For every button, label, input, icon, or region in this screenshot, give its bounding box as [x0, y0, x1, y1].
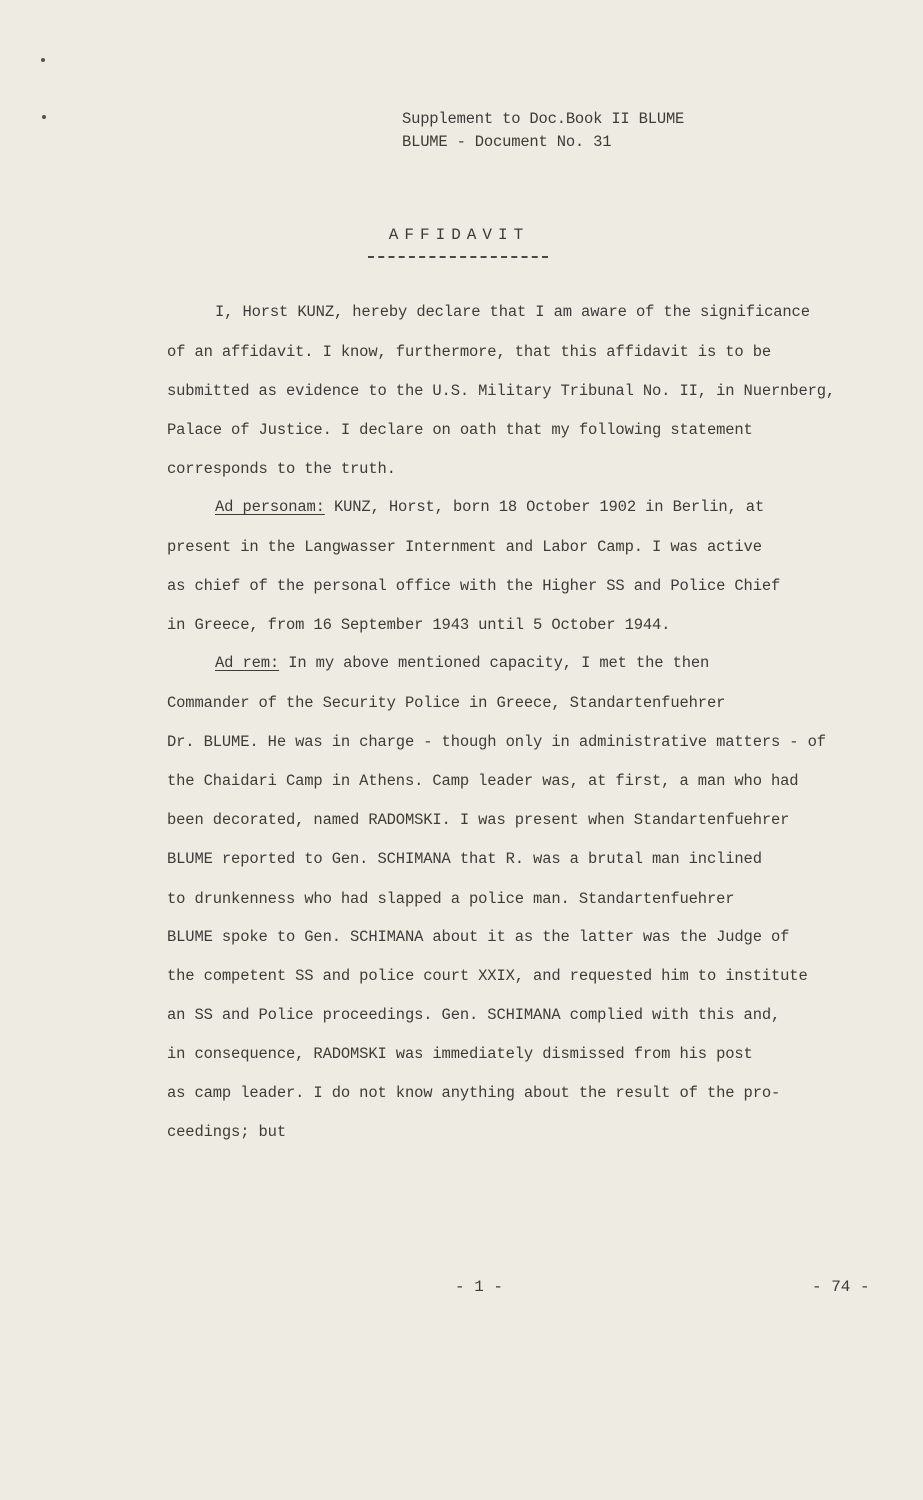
- rem-line-4: the Chaidari Camp in Athens. Camp leader was, at first, a man who had: [167, 772, 799, 790]
- rem-line-6: BLUME reported to Gen. SCHIMANA that R. was a brutal man inclined: [167, 850, 762, 868]
- rem-text-1: In my above mentioned capacity, I met the then: [279, 654, 710, 672]
- personam-text-1: KUNZ, Horst, born 18 October 1902 in Berlin, at: [324, 498, 765, 516]
- title-underline: [368, 256, 548, 258]
- document-header: [402, 108, 684, 154]
- rem-line-1: [215, 652, 709, 674]
- rem-line-5: been decorated, named RADOMSKI. I was present when Standartenfuehrer: [167, 811, 790, 829]
- page-number-right: - 74 -: [812, 1278, 870, 1296]
- page-number-center: - 1 -: [455, 1278, 504, 1296]
- rem-line-11: in consequence, RADOMSKI was immediately dismissed from his post: [167, 1045, 753, 1063]
- rem-line-13: ceedings; but: [167, 1123, 286, 1141]
- personam-line-2: present in the Langwasser Internment and Labor Camp. I was active: [167, 538, 762, 556]
- header-document-number: BLUME - Document No. 31: [402, 133, 612, 151]
- rem-line-8: BLUME spoke to Gen. SCHIMANA about it as the latter was the Judge of: [167, 928, 790, 946]
- rem-line-2: Commander of the Security Police in Greece, Standartenfuehrer: [167, 694, 726, 712]
- intro-line-3: submitted as evidence to the U.S. Military Tribunal No. II, in Nuernberg,: [167, 382, 836, 400]
- personam-label: Ad personam:: [215, 498, 325, 516]
- intro-line-1: I, Horst KUNZ, hereby declare that I am aware of the significance: [215, 303, 810, 321]
- rem-line-9: the competent SS and police court XXIX, and requested him to institute: [167, 967, 808, 985]
- rem-label: Ad rem:: [215, 654, 280, 672]
- personam-line-4: in Greece, from 16 September 1943 until 5 October 1944.: [167, 616, 671, 634]
- personam-line-3: as chief of the personal office with the Higher SS and Police Chief: [167, 577, 781, 595]
- personam-line-1: [215, 496, 764, 518]
- paper-speck: [42, 115, 46, 119]
- header-supplement-line: Supplement to Doc.Book II BLUME: [402, 110, 685, 128]
- rem-line-3: Dr. BLUME. He was in charge - though only in administrative matters - of: [167, 733, 826, 751]
- intro-line-5: corresponds to the truth.: [167, 460, 396, 478]
- rem-line-7: to drunkenness who had slapped a police man. Standartenfuehrer: [167, 890, 735, 908]
- intro-line-2: of an affidavit. I know, furthermore, that this affidavit is to be: [167, 343, 772, 361]
- page-title: AFFIDAVIT: [388, 226, 530, 244]
- paper-speck: [41, 58, 45, 62]
- rem-line-10: an SS and Police proceedings. Gen. SCHIMANA complied with this and,: [167, 1006, 781, 1024]
- intro-line-4: Palace of Justice. I declare on oath that my following statement: [167, 421, 753, 439]
- rem-line-12: as camp leader. I do not know anything about the result of the pro-: [167, 1084, 781, 1102]
